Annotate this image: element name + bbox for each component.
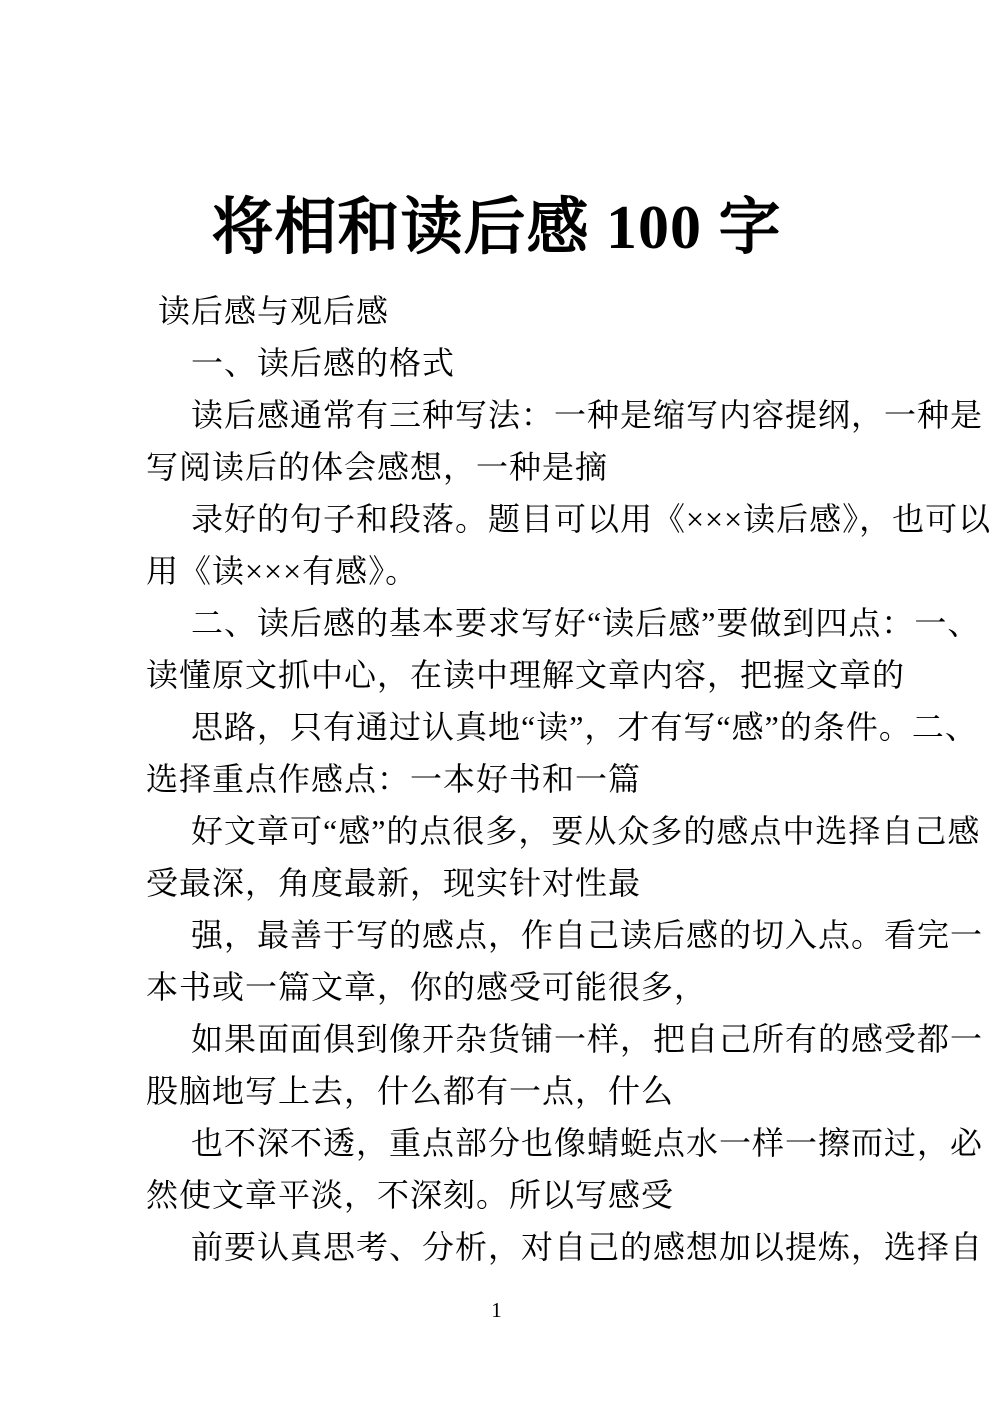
text-line: 股脑地写上去，什么都有一点，什么 [146,1073,675,1109]
document-body [0,285,993,1273]
document-title: 将相和读后感 100 字 [211,194,782,262]
text-line: 受最深，角度最新，现实针对性最 [146,865,642,901]
text-line: 读懂原文抓中心，在读中理解文章内容，把握文章的 [146,657,906,693]
text-line: 用《读×××有感》。 [146,553,419,589]
text-line: 本书或一篇文章，你的感受可能很多， [146,969,708,1005]
text-line: 二、读后感的基本要求写好“读后感”要做到四点：一、 [191,605,981,641]
text-line: 然使文章平淡，不深刻。所以写感受 [146,1177,675,1213]
text-line: 读后感通常有三种写法：一种是缩写内容提纲，一种是 [191,397,984,433]
page-number: 1 [491,1298,502,1322]
text-line: 录好的句子和段落。题目可以用《×××读后感》，也可以 [191,501,992,537]
text-line: 好文章可“感”的点很多，要从众多的感点中选择自己感 [191,813,981,849]
text-line: 前要认真思考、分析，对自己的感想加以提炼，选择自 [191,1229,984,1265]
text-line: 读后感与观后感 [158,293,390,329]
text-line: 也不深不透，重点部分也像蜻蜓点水一样一擦而过，必 [191,1125,984,1161]
text-line: 选择重点作感点：一本好书和一篇 [146,761,642,797]
text-line: 写阅读后的体会感想，一种是摘 [146,449,609,485]
text-line: 思路，只有通过认真地“读”，才有写“感”的条件。二、 [191,709,978,745]
text-line: 如果面面俱到像开杂货铺一样，把自己所有的感受都一 [191,1021,984,1057]
text-line: 一、读后感的格式 [191,345,456,381]
text-line: 强，最善于写的感点，作自己读后感的切入点。看完一 [191,917,984,953]
